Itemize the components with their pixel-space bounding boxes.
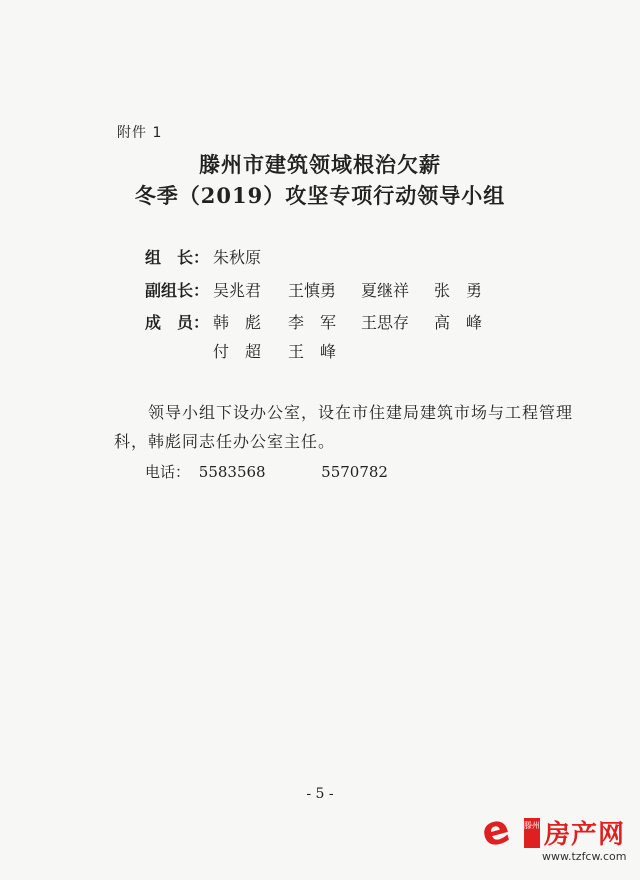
deputy-name: 夏继祥 xyxy=(361,281,410,300)
deputy-label: 副组长： xyxy=(145,281,210,300)
deputy-name: 张 勇 xyxy=(434,281,483,300)
phone-number: 5570782 xyxy=(321,463,388,481)
office-paragraph-line1: 领导小组下设办公室，设在市住建局建筑市场与工程管理 xyxy=(148,403,574,422)
site-logo xyxy=(472,805,632,874)
document-title-line1: 滕州市建筑领域根治欠薪 xyxy=(199,152,441,177)
logo-badge: 滕州 xyxy=(524,818,540,848)
leader-name: 朱秋原 xyxy=(213,248,262,267)
deputy-name: 吴兆君 xyxy=(213,281,262,300)
member-name: 王 峰 xyxy=(288,342,337,361)
logo-url: www.tzfcw.com xyxy=(542,850,627,863)
office-paragraph-line2: 科，韩彪同志任办公室主任。 xyxy=(114,432,336,451)
logo-e-icon: e xyxy=(476,805,515,857)
phone-line xyxy=(145,461,392,482)
document-title-line2: 冬季（2019）攻坚专项行动领导小组 xyxy=(134,183,506,208)
member-name: 高 峰 xyxy=(434,313,483,332)
member-name: 韩 彪 xyxy=(213,313,262,332)
member-name: 王思存 xyxy=(361,313,410,332)
page-number: - 5 - xyxy=(306,786,334,802)
leader-label: 组 长： xyxy=(145,248,210,267)
deputy-name: 王慎勇 xyxy=(288,281,337,300)
phone-number: 5583568 xyxy=(198,463,266,481)
member-name: 付 超 xyxy=(213,342,262,361)
logo-brand: 房产网 xyxy=(544,820,626,850)
member-name: 李 军 xyxy=(288,313,337,332)
attachment-label: 附件 1 xyxy=(117,125,163,141)
phone-label: 电话： xyxy=(145,463,191,481)
members-label: 成 员： xyxy=(145,313,210,332)
